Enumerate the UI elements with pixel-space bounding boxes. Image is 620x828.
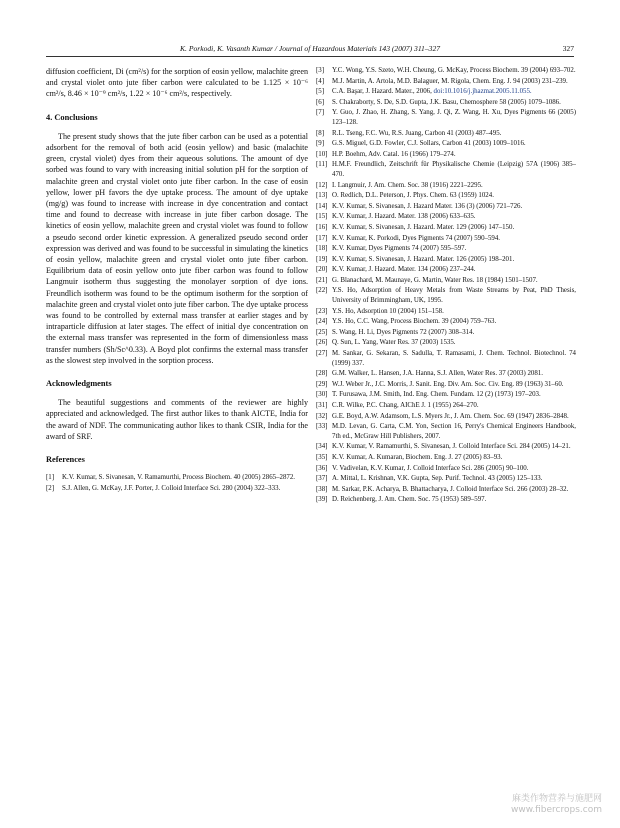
reference-text xyxy=(332,223,576,233)
reference-item xyxy=(316,129,576,139)
reference-item xyxy=(316,307,576,317)
reference-item xyxy=(316,422,576,441)
reference-item xyxy=(316,286,576,305)
reference-item xyxy=(316,442,576,452)
reference-number: [23] xyxy=(316,307,328,315)
reference-text xyxy=(332,464,576,474)
reference-text xyxy=(332,139,576,149)
reference-body: D. Reichenberg, J. Am. Chem. Soc. 75 (1953) 589–597. xyxy=(332,496,487,504)
page-number: 327 xyxy=(562,44,574,53)
reference-item xyxy=(316,464,576,474)
reference-number: [20] xyxy=(316,266,328,274)
reference-number: [33] xyxy=(316,423,328,431)
reference-number: [16] xyxy=(316,223,328,231)
reference-text xyxy=(332,181,576,191)
reference-body: M. Sarkar, P.K. Acharya, B. Bhattacharya, J. Colloid Interface Sci. 266 (2003) 28–32. xyxy=(332,485,569,493)
conclusions-paragraph: The present study shows that the jute fiber carbon can be used as a potential adsorbent for the removal of both acid (eosin yellow) and basic (malachite green, crystal violet) dyes from their aqueous solutions. The amount of dye sorbed was found to vary with increasing initial solution pH for the sorption of malachite green and crystal violet onto jute fiber carbon. In the case of eosin yellow, lower pH favors the dye uptake process. The amount of dye uptake (mg/g) was found to increase with increase in dye concentration and contact time and found to decrease with increase in jute fiber carbon dosage. The kinetics of eosin yellow, malachite green and crystal violet was found to follow a pseudo second order kinetic expression. A generalized pseudo second order expression was derived and was found to be successful in simulating the kinetics of eosin yellow, malachite green and crystal violet onto jute fiber carbon. Equilibrium data of eosin yellow onto jute fiber carbon was found to follow Langmuir isotherm thus suggesting the monolayer sorption of dye ions. Freundlich isotherm was found to be the optimum isotherm for the sorption of malachite green and crystal violet onto jute fiber carbon. The dye uptake process was found to be controlled by external mass transfer at earlier stages and by intraparticle diffusion at later stages. The effect of initial dye concentration on the external mass transfer was represented in the form of dimensionless mass transfer numbers (Sh/Sc^0.33). A Boyd plot confirms the external mass transfer as the slowest step involved in the sorption process. xyxy=(46,131,308,365)
reference-number: [1] xyxy=(46,474,55,482)
reference-number: [28] xyxy=(316,370,328,378)
reference-item xyxy=(316,474,576,484)
reference-body: S. Chakraborty, S. De, S.D. Gupta, J.K. Basu, Chemosphere 58 (2005) 1079–1086. xyxy=(332,98,561,106)
reference-number: [4] xyxy=(316,77,325,85)
journal-citation: K. Porkodi, K. Vasanth Kumar / Journal of Hazardous Materials 143 (2007) 311–327 xyxy=(179,44,441,53)
reference-body: K.V. Kumar, S. Sivanesan, J. Hazard. Mater. 129 (2006) 147–150. xyxy=(332,223,515,231)
reference-item xyxy=(316,265,576,275)
reference-item xyxy=(316,98,576,108)
reference-text xyxy=(332,150,576,160)
reference-text xyxy=(332,317,576,327)
reference-text xyxy=(332,485,576,495)
reference-text xyxy=(332,191,576,201)
reference-item xyxy=(316,181,576,191)
reference-text xyxy=(332,338,576,348)
reference-text xyxy=(332,276,576,286)
reference-number: [36] xyxy=(316,464,328,472)
reference-text xyxy=(332,129,576,139)
reference-body: M. Sankar, G. Sekaran, S. Sadulla, T. Ramasami, J. Chem. Technol. Biotechnol. 74 (1999) 337. xyxy=(332,350,576,367)
reference-number: [25] xyxy=(316,328,328,336)
reference-body: K.V. Kumar, S. Sivanesan, J. Hazard Mater. 136 (3) (2006) 721–726. xyxy=(332,202,523,210)
reference-number: [38] xyxy=(316,485,328,493)
reference-number: [24] xyxy=(316,318,328,326)
reference-number: [37] xyxy=(316,475,328,483)
reference-number: [10] xyxy=(316,150,328,158)
reference-text xyxy=(332,453,576,463)
reference-text xyxy=(332,328,576,338)
reference-body: M.J. Martin, A. Artola, M.D. Balaguer, M. Rigola, Chem. Eng. J. 94 (2003) 231–239. xyxy=(332,77,568,85)
reference-list-left xyxy=(46,473,308,493)
reference-item xyxy=(316,390,576,400)
reference-body: C.A. Başar, J. Hazard. Mater., 2006, xyxy=(332,88,434,96)
reference-number: [31] xyxy=(316,402,328,409)
reference-item xyxy=(316,328,576,338)
reference-body: H.M.F. Freundlich, Zeitschrift für Physikalische Chemie (Leipzig) 57A (1906) 385–470. xyxy=(332,161,576,178)
reference-body: Y.S. Ho, Adsorption 10 (2004) 151–158. xyxy=(332,307,444,315)
conclusions-heading: 4. Conclusions xyxy=(46,112,98,122)
reference-item xyxy=(316,191,576,201)
reference-item xyxy=(316,453,576,463)
reference-number: [18] xyxy=(316,245,328,253)
reference-text xyxy=(332,390,576,400)
reference-number: [22] xyxy=(316,287,328,295)
watermark-url: www.fibercrops.com xyxy=(511,805,602,815)
reference-item xyxy=(316,150,576,160)
left-column xyxy=(46,66,308,494)
reference-body: G. Blanachard, M. Maunaye, G. Martin, Water Res. 18 (1984) 1501–1507. xyxy=(332,276,538,284)
reference-body: R.L. Tseng, F.C. Wu, R.S. Juang, Carbon 41 (2003) 487–495. xyxy=(332,129,502,137)
reference-item xyxy=(316,255,576,265)
reference-body: Y. Guo, J. Zhao, H. Zhang, S. Yang, J. Qi, Z. Wang, H. Xu, Dyes Pigments 66 (2005) 123–128. xyxy=(332,109,576,126)
reference-item xyxy=(316,244,576,254)
reference-body: O. Redlich, D.L. Peterson, J. Phys. Chem. 63 (1959) 1024. xyxy=(332,192,494,200)
reference-number: [35] xyxy=(316,453,328,461)
reference-text xyxy=(332,244,576,254)
reference-text xyxy=(332,474,576,484)
reference-text xyxy=(332,495,576,505)
reference-item xyxy=(316,349,576,368)
reference-item xyxy=(316,485,576,495)
reference-number: [5] xyxy=(316,88,325,96)
reference-number: [34] xyxy=(316,443,328,451)
reference-number: [9] xyxy=(316,140,325,148)
reference-text xyxy=(332,66,576,76)
reference-text xyxy=(332,401,576,411)
reference-text xyxy=(332,412,576,422)
reference-item xyxy=(316,87,576,97)
reference-item xyxy=(316,77,576,87)
reference-number: [7] xyxy=(316,109,325,117)
reference-item xyxy=(46,473,308,483)
reference-body: K.V. Kumar, S. Sivanesan, J. Hazard. Mater. 126 (2005) 198–201. xyxy=(332,255,515,263)
reference-number: [30] xyxy=(316,391,328,399)
reference-item xyxy=(316,338,576,348)
reference-item xyxy=(316,160,576,179)
reference-body: C.R. Wilke, P.C. Chang, AIChE J. 1 (1955) 264–270. xyxy=(332,402,479,409)
reference-number: [6] xyxy=(316,98,325,106)
reference-number: [19] xyxy=(316,255,328,263)
acknowledgments-heading: Acknowledgments xyxy=(46,379,112,389)
reference-text xyxy=(332,442,576,452)
reference-body: Y.S. Ho, Adsorption of Heavy Metals from Waste Streams by Peat, PhD Thesis, University of Brimmingham, UK, 1995. xyxy=(332,287,576,305)
reference-list-right xyxy=(316,66,576,506)
site-watermark xyxy=(511,794,602,816)
reference-body: G.M. Walker, L. Hansen, J.A. Hanna, S.J. Allen, Water Res. 37 (2003) 2081. xyxy=(332,370,543,378)
reference-number: [17] xyxy=(316,234,328,242)
reference-item xyxy=(316,380,576,390)
diffusion-paragraph: diffusion coefficient, Di (cm²/s) for the sorption of eosin yellow, malachite green and crystal violet onto jute fiber carbon were calculated to be 1.125 × 10⁻⁶ cm²/s, 8.46 × 10⁻⁹ cm²/s, 1.22 × 10⁻⁶ cm²/s, respectively. xyxy=(46,67,308,99)
reference-item xyxy=(316,223,576,233)
reference-text xyxy=(332,212,576,222)
reference-text xyxy=(332,255,576,265)
reference-item xyxy=(316,412,576,422)
reference-text xyxy=(332,422,576,441)
reference-body: V. Vadivelan, K.V. Kumar, J. Colloid Interface Sci. 286 (2005) 90–100. xyxy=(332,464,529,472)
reference-item xyxy=(316,369,576,379)
reference-text xyxy=(332,108,576,127)
reference-number: [27] xyxy=(316,350,328,358)
reference-number: [3] xyxy=(316,67,325,74)
reference-item xyxy=(316,139,576,149)
reference-body: K.V. Kumar, J. Hazard. Mater. 134 (2006) 237–244. xyxy=(332,266,476,274)
reference-number: [12] xyxy=(316,181,328,189)
reference-text xyxy=(332,202,576,212)
reference-number: [2] xyxy=(46,484,55,492)
reference-text xyxy=(332,77,576,87)
reference-item xyxy=(316,108,576,127)
header-rule xyxy=(46,56,574,57)
reference-body: K.V. Kumar, V. Ramamurthi, S. Sivanesan, J. Colloid Interface Sci. 284 (2005) 14–21. xyxy=(332,443,571,451)
reference-number: [39] xyxy=(316,496,328,504)
reference-body: S. Wang, H. Li, Dyes Pigments 72 (2007) 308–314. xyxy=(332,328,475,336)
reference-number: [21] xyxy=(316,276,328,284)
reference-item xyxy=(316,401,576,411)
running-header xyxy=(46,44,574,53)
reference-number: [8] xyxy=(316,129,325,137)
reference-text: K.V. Kumar, S. Sivanesan, V. Ramamurthi, Process Biochem. 40 (2005) 2865–2872. xyxy=(62,474,296,482)
reference-body: I. Langmuir, J. Am. Chem. Soc. 38 (1916) 2221–2295. xyxy=(332,181,483,189)
reference-item xyxy=(316,276,576,286)
watermark-chinese: 麻类作物营养与施肥网 xyxy=(511,794,602,804)
reference-text xyxy=(332,234,576,244)
reference-number: [15] xyxy=(316,213,328,221)
reference-number: [32] xyxy=(316,412,328,420)
reference-number: [26] xyxy=(316,339,328,347)
reference-text xyxy=(332,307,576,317)
reference-number: [13] xyxy=(316,192,328,200)
reference-text xyxy=(332,349,576,368)
reference-item xyxy=(316,234,576,244)
reference-text xyxy=(332,87,576,97)
reference-body: G.S. Miguel, G.D. Fowler, C.J. Sollars, Carbon 41 (2003) 1009–1016. xyxy=(332,140,526,148)
reference-item xyxy=(316,212,576,222)
reference-body: M.D. Levan, G. Carta, C.M. Yon, Section 16, Perry's Chemical Engineers Handbook, 7th ed., McGraw Hill Publishers, 2007. xyxy=(332,423,576,440)
reference-body: Q. Sun, L. Yang, Water Res. 37 (2003) 1535. xyxy=(332,339,456,347)
reference-body: G.E. Boyd, A.W. Adamsom, L.S. Myers Jr., J. Am. Chem. Soc. 69 (1947) 2836–2848. xyxy=(332,412,569,420)
references-heading: References xyxy=(46,455,85,465)
reference-item xyxy=(316,202,576,212)
reference-text xyxy=(332,369,576,379)
reference-body: K.V. Kumar, K. Porkodi, Dyes Pigments 74 (2007) 590–594. xyxy=(332,234,501,242)
reference-text xyxy=(332,265,576,275)
reference-item xyxy=(316,495,576,505)
reference-number: [14] xyxy=(316,202,328,210)
reference-text xyxy=(332,160,576,179)
reference-item xyxy=(46,484,308,494)
reference-body: K.V. Kumar, Dyes Pigments 74 (2007) 595–597. xyxy=(332,245,467,253)
reference-body: T. Furusawa, J.M. Smith, Ind. Eng. Chem. Fundam. 12 (2) (1973) 197–203. xyxy=(332,391,541,399)
reference-number: [29] xyxy=(316,380,328,388)
reference-text xyxy=(332,98,576,108)
reference-text: S.J. Allen, G. McKay, J.F. Porter, J. Colloid Interface Sci. 280 (2004) 322–333. xyxy=(62,484,281,492)
reference-item xyxy=(316,317,576,327)
reference-body: K.V. Kumar, A. Kumaran, Biochem. Eng. J. 27 (2005) 83–93. xyxy=(332,453,503,461)
reference-body: A. Mittal, L. Krishnan, V.K. Gupta, Sep. Purif. Technol. 43 (2005) 125–133. xyxy=(332,475,543,483)
reference-body: H.P. Boehm, Adv. Catal. 16 (1966) 179–274. xyxy=(332,150,456,158)
reference-body: Y.S. Ho, C.C. Wang, Process Biochem. 39 (2004) 759–763. xyxy=(332,318,497,326)
doi-link[interactable]: doi:10.1016/j.jhazmat.2005.11.055. xyxy=(433,88,532,96)
reference-body: W.J. Weber Jr., J.C. Morris, J. Sanit. Eng. Div. Am. Soc. Civ. Eng. 89 (1963) 31–60. xyxy=(332,380,564,388)
reference-item xyxy=(316,66,576,76)
acknowledgments-paragraph: The beautiful suggestions and comments of the reviewer are highly appreciated and acknowledged. The first author likes to thank AICTE, India for the award of NDF. The communicating author likes to thank CSIR, India for the award of SRF. xyxy=(46,398,308,441)
reference-text xyxy=(332,286,576,305)
reference-body: Y.C. Wong, Y.S. Szeto, W.H. Cheung, G. McKay, Process Biochem. 39 (2004) 693–702. xyxy=(332,67,576,74)
reference-body: K.V. Kumar, J. Hazard. Mater. 138 (2006) 633–635. xyxy=(332,213,476,221)
reference-text xyxy=(332,380,576,390)
reference-number: [11] xyxy=(316,161,328,169)
